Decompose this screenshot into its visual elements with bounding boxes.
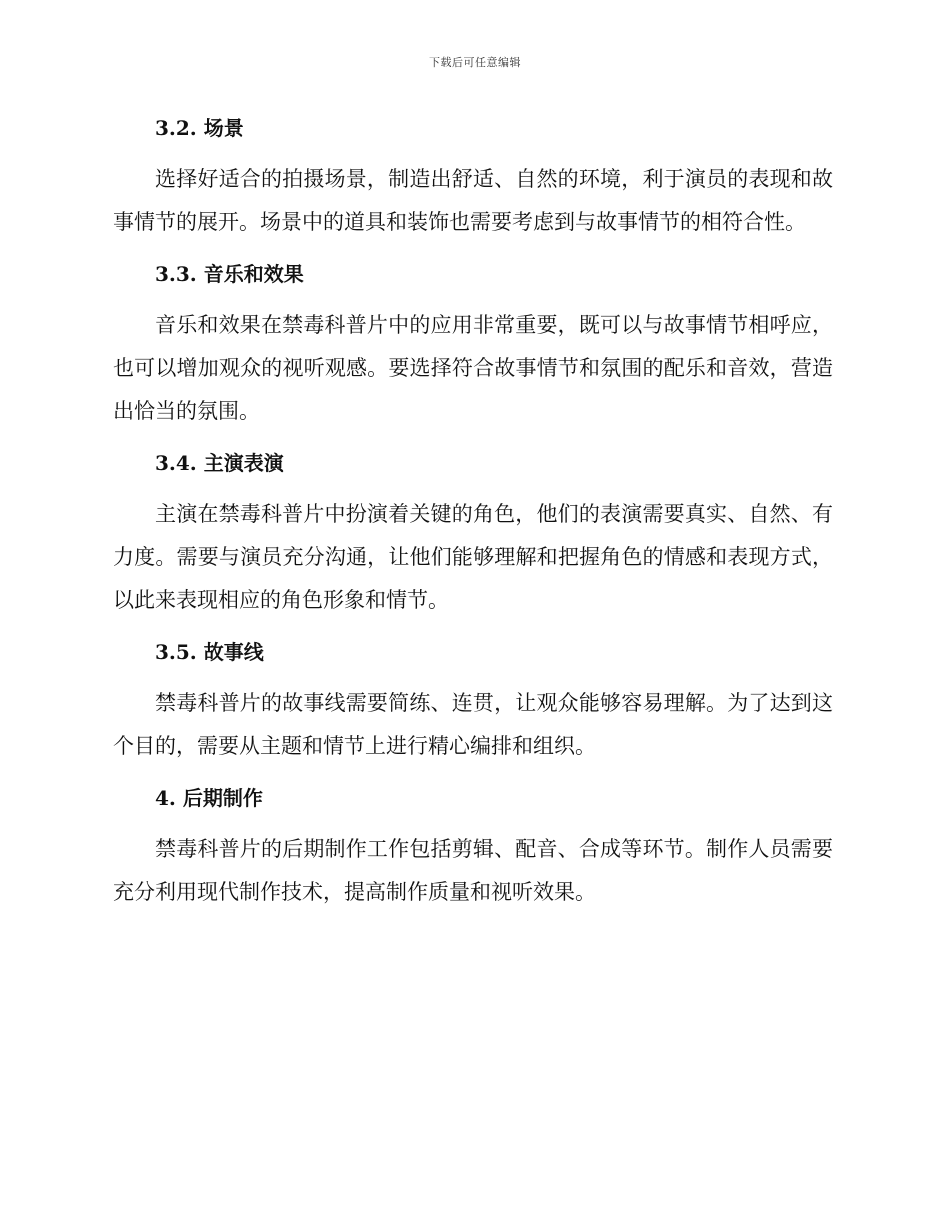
section-4 — [113, 778, 833, 914]
page-header: 下载后可任意编辑 — [429, 56, 521, 69]
section-paragraph: 主演在禁毒科普片中扮演着关键的角色，他们的表演需要真实、自然、有力度。需要与演员充分沟通，让他们能够理解和把握角色的情感和表现方式，以此来表现相应的角色形象和情节。 — [113, 502, 833, 612]
section-heading: 3.4. 主演表演 — [155, 451, 284, 475]
section-heading: 3.3. 音乐和效果 — [155, 262, 304, 286]
section-heading: 3.2. 场景 — [155, 116, 244, 140]
section-3-5 — [113, 632, 833, 768]
section-paragraph: 选择好适合的拍摄场景，制造出舒适、自然的环境，利于演员的表现和故事情节的展开。场景中的道具和装饰也需要考虑到与故事情节的相符合性。 — [113, 167, 833, 234]
section-3-2 — [113, 108, 833, 244]
section-paragraph: 音乐和效果在禁毒科普片中的应用非常重要，既可以与故事情节相呼应，也可以增加观众的视听观感。要选择符合故事情节和氛围的配乐和音效，营造出恰当的氛围。 — [113, 313, 833, 423]
section-heading: 3.5. 故事线 — [155, 640, 264, 664]
section-3-3 — [113, 254, 833, 433]
section-heading: 4. 后期制作 — [155, 786, 263, 810]
section-3-4 — [113, 443, 833, 622]
section-paragraph: 禁毒科普片的故事线需要简练、连贯，让观众能够容易理解。为了达到这个目的，需要从主题和情节上进行精心编排和组织。 — [113, 691, 833, 758]
section-paragraph: 禁毒科普片的后期制作工作包括剪辑、配音、合成等环节。制作人员需要充分利用现代制作技术，提高制作质量和视听效果。 — [113, 837, 833, 904]
document-body — [113, 108, 833, 924]
